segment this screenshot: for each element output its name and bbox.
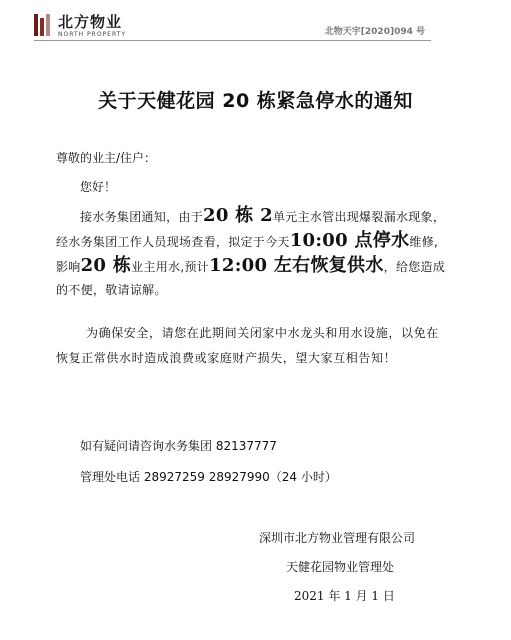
office-phone: 管理处电话 28927259 28927990（24 小时） (80, 470, 337, 484)
header-divider (34, 40, 431, 41)
signature-office: 天健花园物业管理处 (286, 560, 395, 574)
para1-building-unit: 20 栋 2 (203, 205, 273, 226)
para1-stop-time: 10:00 点停水 (289, 230, 410, 251)
para1-text-3: 维修,影响 (56, 235, 439, 274)
para1-restore-time: 12:00 左右恢复供水 (209, 255, 384, 276)
logo-chinese-name: 北方物业 (58, 13, 123, 31)
signature-date: 2021 年 1 月 1 日 (294, 589, 395, 603)
para1-text-5: ，给您造成的不便，敬请谅解。 (56, 260, 446, 297)
logo-mark-icon (34, 14, 52, 36)
company-logo (34, 14, 126, 39)
para1-building: 20 栋 (80, 255, 132, 276)
para1-text-1: 接水务集团通知，由于 (80, 210, 204, 224)
notice-paragraph-main (56, 204, 448, 302)
logo-english-name: NORTH PROPERTY (58, 31, 127, 38)
document-number: 北物天宇[2020]094 号 (324, 27, 425, 37)
para1-text-4: 业主用水,预计 (131, 260, 210, 274)
para1-text-2: 单元主水管出现爆裂漏水现象，经水务集团工作人员现场查看，拟定于今天 (56, 210, 446, 249)
salutation: 尊敬的业主/住户： (56, 151, 157, 165)
notice-paragraph-safety: 为确保安全，请您在此期间关闭家中水龙头和用水设施，以免在恢复正常供水时造成浪费或家庭财产损失，望大家互相告知！ (56, 326, 439, 365)
water-group-contact: 如有疑问请咨询水务集团 82137777 (80, 439, 277, 453)
signature-company: 深圳市北方物业管理有限公司 (259, 531, 416, 545)
hello-line: 您好！ (80, 180, 117, 194)
notice-title: 关于天健花园 20 栋紧急停水的通知 (98, 90, 413, 112)
